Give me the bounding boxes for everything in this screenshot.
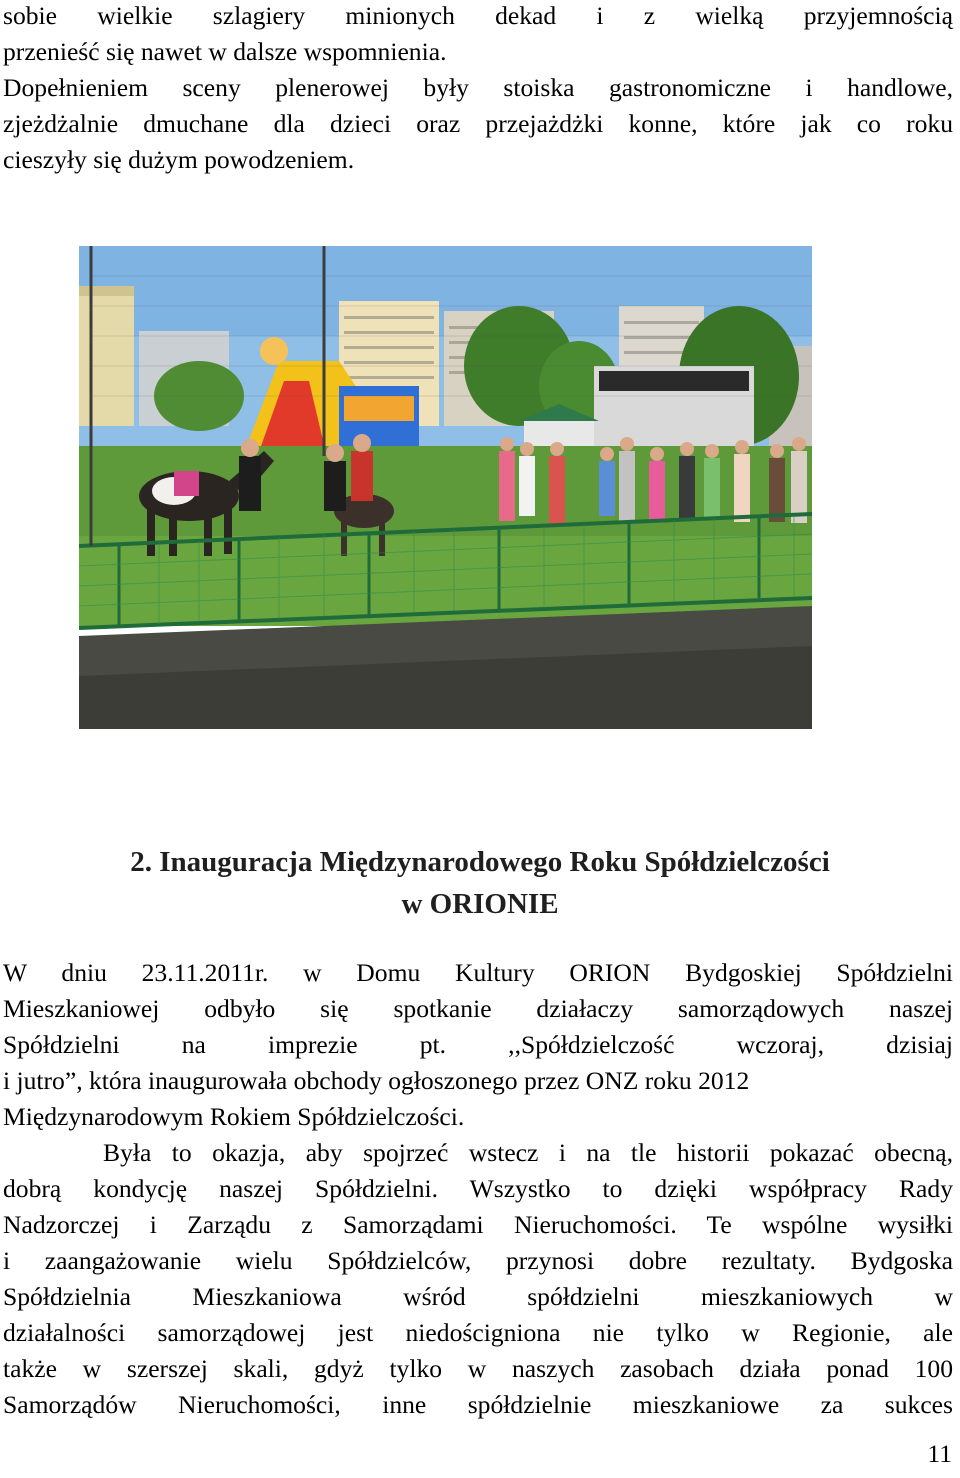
body-line-7: dobrą kondycję naszej Spółdzielni. Wszystko to dzięki współpracy Rady xyxy=(3,1174,953,1203)
intro-line-1: sobie wielkie szlagiery minionych dekad i z wielką przyjemnością xyxy=(3,1,953,30)
body-line-2: Mieszkaniowej odbyło się spotkanie działaczy samorządowych naszej xyxy=(3,994,953,1023)
body-line-11: działalności samorządowej jest niedościgniona nie tylko w Regionie, ale xyxy=(3,1318,953,1347)
section-heading-subtitle: w ORIONIE xyxy=(401,888,559,920)
body-line-13: Samorządów Nieruchomości, inne spółdzielnie mieszkaniowe za sukces xyxy=(3,1390,953,1419)
event-photo xyxy=(79,246,812,729)
body-line-5: Międzynarodowym Rokiem Spółdzielczości. xyxy=(3,1102,465,1131)
intro-line-4: zjeżdżalnie dmuchane dla dzieci oraz przejażdżki konne, które jak co roku xyxy=(3,109,953,138)
intro-line-3: Dopełnieniem sceny plenerowej były stoiska gastronomiczne i handlowe, xyxy=(3,73,953,102)
page-number: 11 xyxy=(927,1439,952,1468)
body-line-9: i zaangażowanie wielu Spółdzielców, przynosi dobre rezultaty. Bydgoska xyxy=(3,1246,953,1275)
section-heading: 2. Inauguracja Międzynarodowego Roku Spółdzielczości xyxy=(130,846,830,878)
body-line-6: Była to okazja, aby spojrzeć wstecz i na tle historii pokazać obecną, xyxy=(103,1138,953,1167)
body-line-8: Nadzorczej i Zarządu z Samorządami Nieruchomości. Te wspólne wysiłki xyxy=(3,1210,953,1239)
intro-line-5: cieszyły się dużym powodzeniem. xyxy=(3,145,355,174)
body-line-10: Spółdzielnia Mieszkaniowa wśród spółdzielni mieszkaniowych w xyxy=(3,1282,953,1311)
body-line-12: także w szerszej skali, gdyż tylko w naszych zasobach działa ponad 100 xyxy=(3,1354,953,1383)
body-line-4: i jutro”, która inaugurowała obchody ogłoszonego przez ONZ roku 2012 xyxy=(3,1066,750,1095)
body-line-1: W dniu 23.11.2011r. w Domu Kultury ORION Bydgoskiej Spółdzielni xyxy=(3,958,953,987)
intro-line-2: przenieść się nawet w dalsze wspomnienia. xyxy=(3,37,447,66)
body-line-3: Spółdzielni na imprezie pt. ,,Spółdzielczość wczoraj, dzisiaj xyxy=(3,1030,953,1059)
